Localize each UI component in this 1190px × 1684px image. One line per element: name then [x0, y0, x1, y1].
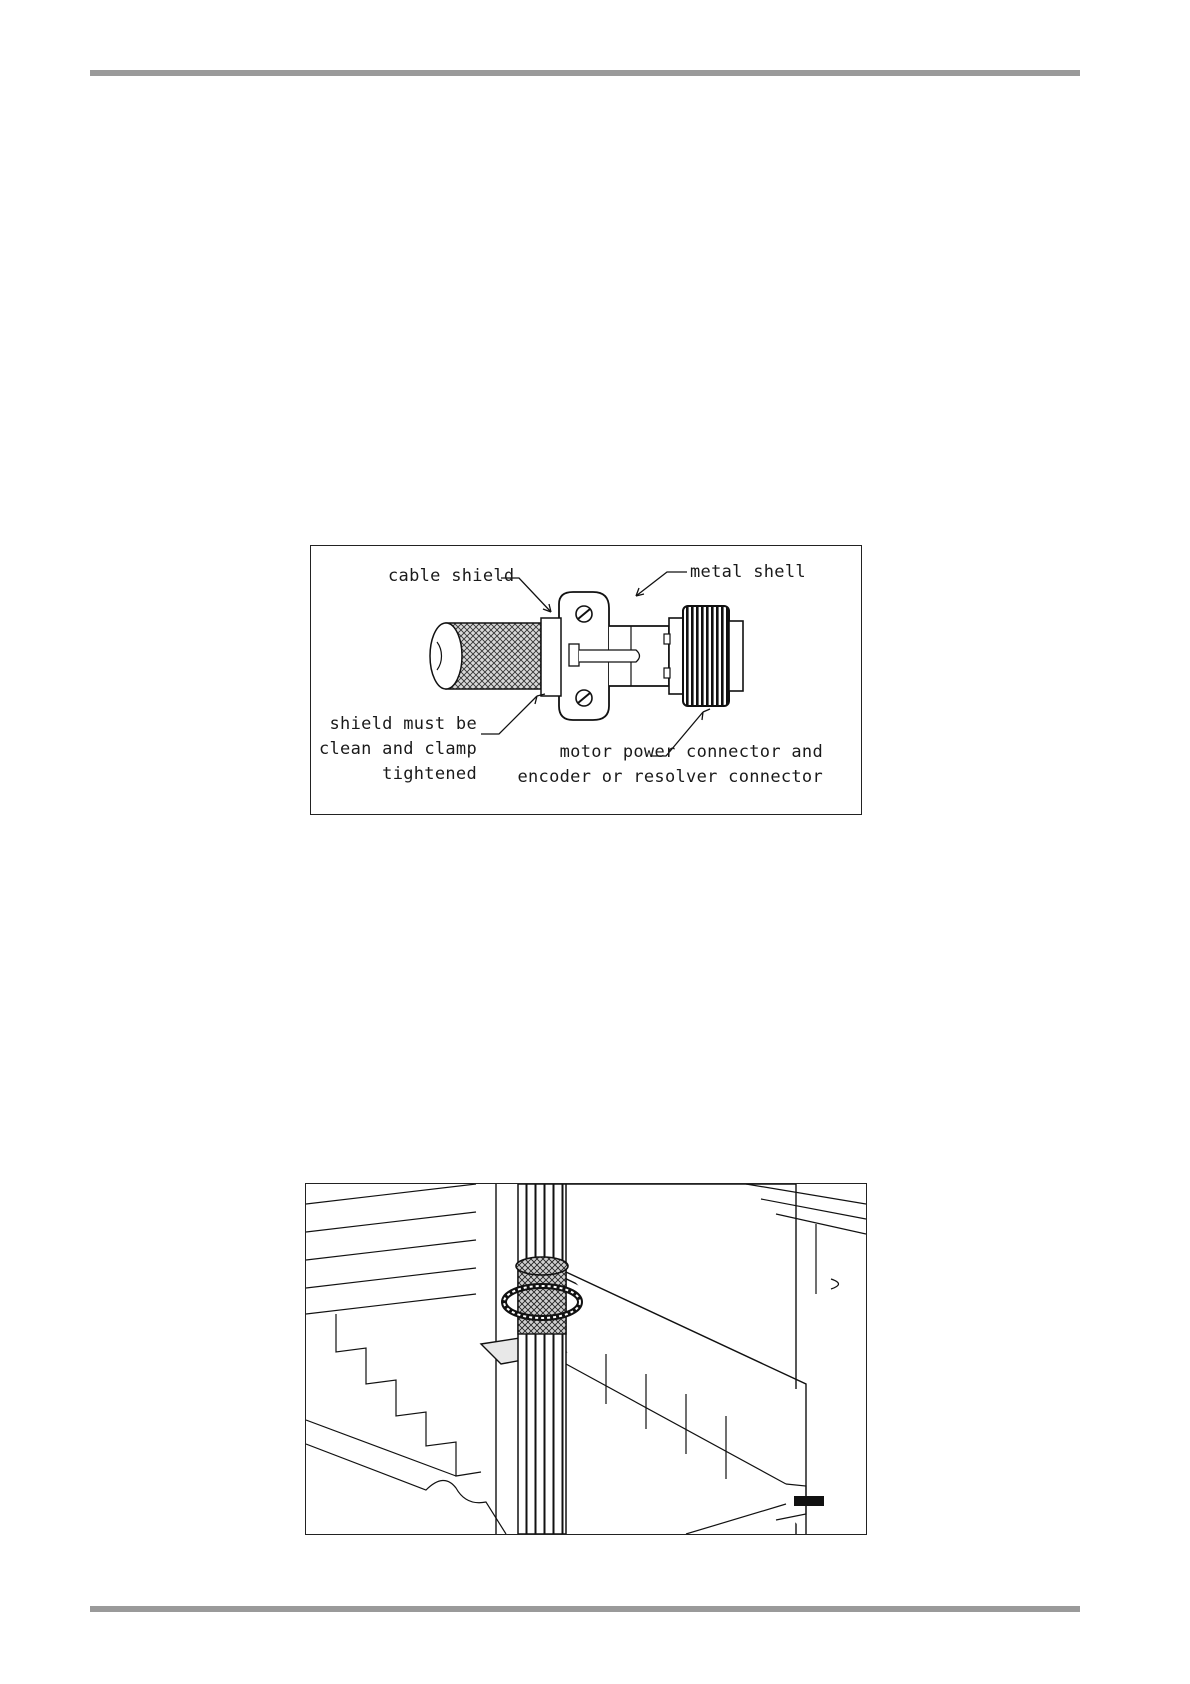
- clamp-drawing: [306, 1184, 866, 1534]
- cable-clamp-figure: [305, 1183, 867, 1535]
- cable: [430, 623, 541, 689]
- label-cable-shield: cable shield: [388, 566, 515, 586]
- label-shield-line2: clean and clamp: [318, 739, 477, 759]
- base-slot: [794, 1496, 824, 1506]
- connector-shield-figure: [310, 545, 862, 815]
- cable: [518, 1184, 566, 1534]
- label-metal-shell: metal shell: [690, 562, 806, 582]
- label-shield-line3: tightened: [382, 764, 477, 784]
- coupling-nut: [683, 606, 743, 706]
- heatsink-fins-left: [306, 1184, 506, 1534]
- footer-rule: [90, 1606, 1080, 1612]
- label-connector-line1: motor power connector and: [559, 742, 823, 762]
- label-shield-line1: shield must be: [329, 714, 477, 734]
- header-rule: [90, 70, 1080, 76]
- label-connector-line2: encoder or resolver connector: [517, 767, 823, 787]
